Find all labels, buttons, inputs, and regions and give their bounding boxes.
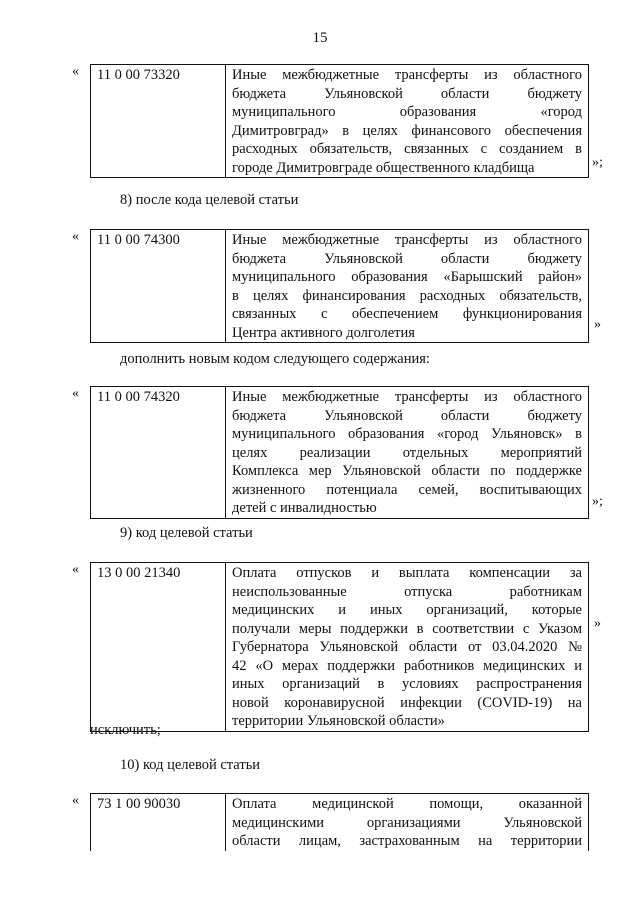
- code-table-row: [90, 229, 589, 343]
- desc-line: Оплата медицинской помощи, оказанной: [232, 796, 582, 812]
- desc-line: бюджета Ульяновской области бюджету: [232, 250, 582, 267]
- target-code: 11 0 00 74300: [91, 230, 226, 342]
- desc-line: территории Ульяновской области»: [232, 713, 445, 729]
- desc-line: детей с инвалидностью: [232, 500, 377, 516]
- desc-line: связанных с обеспечением функционирования: [232, 306, 582, 322]
- paragraph-9: 9) код целевой статьи: [120, 525, 253, 541]
- paragraph-exclude: исключить;: [90, 722, 161, 738]
- paragraph-10: 10) код целевой статьи: [120, 757, 261, 773]
- desc-line: получали меры поддержки в соответствии с Указом: [232, 620, 582, 637]
- close-quote: »;: [592, 155, 603, 170]
- desc-line: новой коронавирусной инфекции (COVID-19) на: [232, 694, 582, 711]
- desc-line: Губернатора Ульяновской области от 03.04.2020 №: [232, 639, 582, 655]
- target-code: 11 0 00 74320: [91, 387, 226, 518]
- desc-line: Иные межбюджетные трансферты из областного: [232, 67, 582, 83]
- paragraph-add: дополнить новым кодом следующего содержания:: [120, 351, 430, 367]
- desc-line: в целях финансирования расходных обязательств,: [232, 287, 582, 304]
- code-description: [226, 65, 588, 177]
- desc-line: Оплата отпусков и выплата компенсации за: [232, 565, 582, 581]
- desc-line: жизненного потенциала семей, воспитывающих: [232, 481, 582, 498]
- open-quote: «: [72, 793, 79, 808]
- desc-line: Иные межбюджетные трансферты из областного: [232, 389, 582, 405]
- code-table-row: [90, 64, 589, 178]
- desc-line: бюджета Ульяновской области бюджету: [232, 85, 582, 102]
- open-quote: «: [72, 229, 79, 244]
- desc-line: Центра активного долголетия: [232, 324, 415, 341]
- open-quote: «: [72, 386, 79, 401]
- desc-line: Иные межбюджетные трансферты из областного: [232, 232, 582, 248]
- open-quote: «: [72, 64, 79, 79]
- desc-line: муниципального образования «Барышский район»: [232, 269, 582, 285]
- desc-line: расходных обязательств, связанных с созданием в: [232, 141, 582, 157]
- open-quote: «: [72, 562, 79, 577]
- target-code: 11 0 00 73320: [91, 65, 226, 177]
- desc-line: Комплекса мер Ульяновской области по поддержке: [232, 463, 582, 479]
- paragraph-8: 8) после кода целевой статьи: [120, 192, 299, 208]
- desc-line: области лицам, застрахованным на территории: [232, 833, 582, 849]
- close-quote: »: [594, 317, 601, 332]
- desc-line: Димитровград» в целях финансового обеспечения: [232, 122, 582, 139]
- code-table-row: [90, 386, 589, 519]
- code-description: [226, 387, 588, 518]
- code-description: [226, 794, 588, 851]
- close-quote: »;: [592, 494, 603, 509]
- desc-line: муниципального образования «город Ульяновск» в: [232, 426, 582, 442]
- code-description: [226, 563, 588, 731]
- code-description: [226, 230, 588, 342]
- desc-line: медицинских и иных организаций, которые: [232, 602, 582, 618]
- desc-line: иных организаций в условиях распространения: [232, 676, 582, 692]
- desc-line: медицинскими организациями Ульяновской: [232, 814, 582, 831]
- desc-line: городе Димитровграде общественного кладбища: [232, 159, 535, 176]
- code-table-row: [90, 562, 589, 732]
- desc-line: муниципального образования «город: [232, 104, 582, 120]
- desc-line: 42 «О мерах поддержки работников медицинских и: [232, 657, 582, 674]
- code-table-row: [90, 793, 589, 851]
- desc-line: целях реализации отдельных мероприятий: [232, 444, 582, 461]
- desc-line: неиспользованные отпуска работникам: [232, 583, 582, 600]
- page-number: 15: [312, 30, 328, 46]
- desc-line: бюджета Ульяновской области бюджету: [232, 407, 582, 424]
- target-code: 13 0 00 21340: [91, 563, 226, 731]
- close-quote: »: [594, 616, 601, 631]
- target-code: 73 1 00 90030: [91, 794, 226, 851]
